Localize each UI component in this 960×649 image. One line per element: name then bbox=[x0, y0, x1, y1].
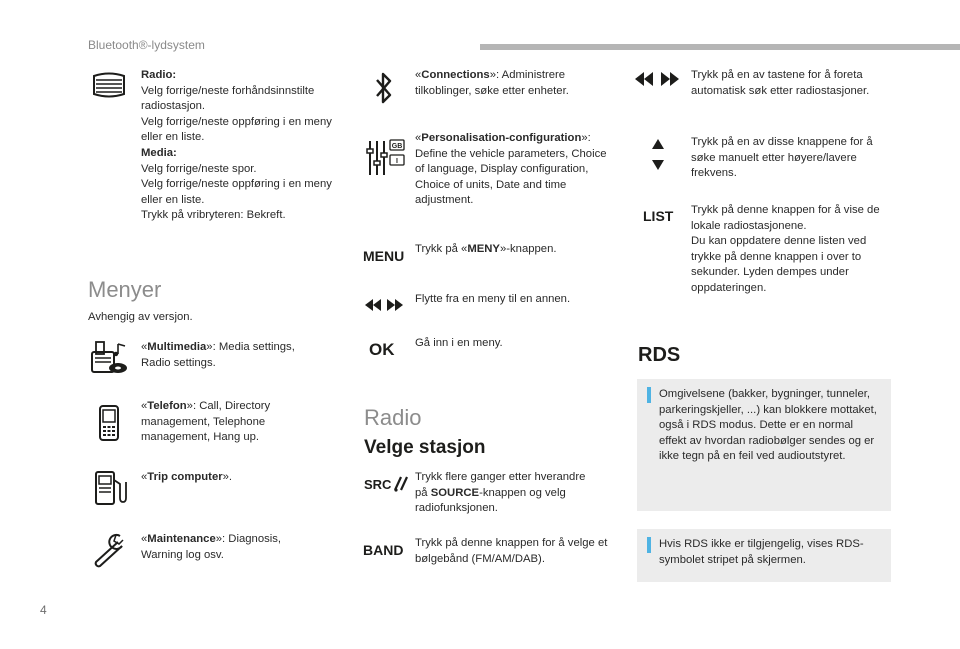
radio-line: Velg forrige/neste forhåndsinnstilte radiostasjon. bbox=[141, 84, 315, 113]
menu-item-name: Personalisation-configuration bbox=[421, 132, 582, 144]
header-bar bbox=[480, 44, 960, 50]
header-title: Bluetooth®-lydsystem bbox=[88, 38, 205, 52]
media-line: Trykk på vribryteren: Bekreft. bbox=[141, 209, 286, 222]
menu-item-name: Maintenance bbox=[147, 533, 216, 545]
menu-button-text bbox=[415, 242, 600, 258]
radio-section-title: Radio bbox=[364, 405, 422, 430]
radio-media-text bbox=[141, 68, 336, 224]
text-part: MENY bbox=[467, 243, 500, 255]
personalisation-icon bbox=[366, 137, 406, 184]
radio-label: Radio: bbox=[141, 69, 177, 81]
note-text: Hvis RDS ikke er tilgjengelig, vises RDS-symbolet stripet på skjermen. bbox=[659, 538, 864, 566]
ok-text: Gå inn i en meny. bbox=[415, 337, 503, 349]
trip-computer-icon bbox=[92, 470, 128, 511]
info-bar bbox=[647, 537, 651, 553]
note-text: Omgivelsene (bakker, bygninger, tunneler, parkeringskjeller, ...) kan blokkere mottaket, også i RDS modus. Dette er en normal effekt av hvordan radiobølger sendes og er ikke tegn på en feil ved audioutstyret. bbox=[659, 388, 877, 463]
station-section-title: Velge stasjon bbox=[364, 437, 486, 458]
arrows-text: Flytte fra en meny til en annen. bbox=[415, 293, 571, 305]
tuning-wheel-icon bbox=[92, 72, 126, 103]
band-text: Trykk på denne knappen for å velge et bølgebånd (FM/AM/DAB). bbox=[415, 537, 608, 565]
menu-item-desc: : Diagnosis, Warning log osv. bbox=[141, 533, 282, 561]
menu-item-name: Multimedia bbox=[147, 341, 207, 353]
rds-note-2 bbox=[637, 529, 891, 582]
menu-item-desc: . bbox=[228, 471, 233, 483]
menu-item-desc: : Define the vehicle parameters, Choice of language, Display configuration, Choice of units, Date and time adjustment. bbox=[415, 132, 607, 207]
page-number: 4 bbox=[40, 603, 47, 617]
manual-tune-text: Trykk på en av disse knappene for å søke manuelt etter høyere/lavere frekvens. bbox=[691, 136, 873, 180]
menu-item-name: Trip computer bbox=[147, 471, 223, 483]
list-button[interactable]: LIST bbox=[643, 208, 674, 224]
source-text bbox=[415, 470, 600, 517]
menu-item-personalisation: «Personalisation-configuration»: Define the vehicle parameters, Choice of language, Display configuration, Choice of units, Date and time adjustment. bbox=[415, 132, 607, 207]
rds-note-1 bbox=[637, 379, 891, 511]
text-part: »-knappen. bbox=[499, 243, 557, 255]
menu-item-desc: : Media settings, Radio settings. bbox=[141, 341, 295, 369]
text-part: -knappen og velg radiofunksjonen. bbox=[415, 486, 566, 515]
phone-icon bbox=[98, 404, 120, 447]
menu-item-name: Connections bbox=[421, 69, 490, 81]
list-text bbox=[691, 203, 886, 297]
menu-item-multimedia: «Multimedia»: Media settings, Radio settings. bbox=[141, 341, 295, 369]
menus-subtitle: Avhengig av versjon. bbox=[88, 311, 193, 323]
band-button[interactable]: BAND bbox=[363, 542, 404, 558]
source-button[interactable] bbox=[364, 474, 408, 499]
left-right-arrows-icon[interactable] bbox=[364, 297, 404, 318]
up-down-arrows-icon[interactable] bbox=[651, 138, 665, 177]
menu-item-maintenance: «Maintenance»: Diagnosis, Warning log osv. bbox=[141, 533, 282, 561]
svg-text:SRC: SRC bbox=[364, 477, 392, 492]
menu-item-trip-computer: «Trip computer». bbox=[141, 471, 233, 483]
seek-text: Trykk på en av tastene for å foreta automatisk søk etter radiostasjoner. bbox=[691, 69, 870, 97]
multimedia-icon bbox=[90, 340, 130, 381]
menu-item-telefon: «Telefon»: Call, Directory management, Telephone management, Hang up. bbox=[141, 400, 271, 444]
menu-item-connections: «Connections»: Administrere tilkoblinger, søke etter enheter. bbox=[415, 69, 569, 97]
svg-text:I: I bbox=[396, 158, 398, 165]
list-text-line: Du kan oppdatere denne listen ved trykke på denne knappen i over to sekunder. Lyden dempes under oppdateringen. bbox=[691, 235, 867, 294]
media-line: Velg forrige/neste oppføring i en meny eller en liste. bbox=[141, 178, 332, 206]
radio-line: Velg forrige/neste oppføring i en meny eller en liste. bbox=[141, 115, 332, 144]
menu-item-desc: : Administrere tilkoblinger, søke etter enheter. bbox=[415, 69, 569, 97]
list-text-line: Trykk på denne knappen for å vise de lokale radiostasjonene. bbox=[691, 204, 880, 232]
bluetooth-icon bbox=[374, 70, 394, 111]
wrench-icon bbox=[92, 532, 126, 575]
media-line: Velg forrige/neste spor. bbox=[141, 162, 257, 175]
ok-button[interactable]: OK bbox=[369, 340, 395, 359]
text-part: Trykk på « bbox=[415, 243, 468, 255]
svg-text:GB: GB bbox=[391, 143, 403, 150]
menu-item-name: Telefon bbox=[147, 400, 187, 412]
info-bar bbox=[647, 387, 651, 403]
menu-item-desc: : Call, Directory management, Telephone management, Hang up. bbox=[141, 400, 271, 444]
seek-arrows-icon[interactable] bbox=[634, 71, 680, 92]
media-label: Media: bbox=[141, 146, 177, 159]
menu-button[interactable]: MENU bbox=[363, 248, 405, 264]
text-part: Trykk flere ganger etter hverandre på bbox=[415, 471, 586, 499]
rds-section-title: RDS bbox=[638, 344, 681, 366]
menus-title: Menyer bbox=[88, 277, 162, 302]
text-part: SOURCE bbox=[430, 486, 480, 499]
